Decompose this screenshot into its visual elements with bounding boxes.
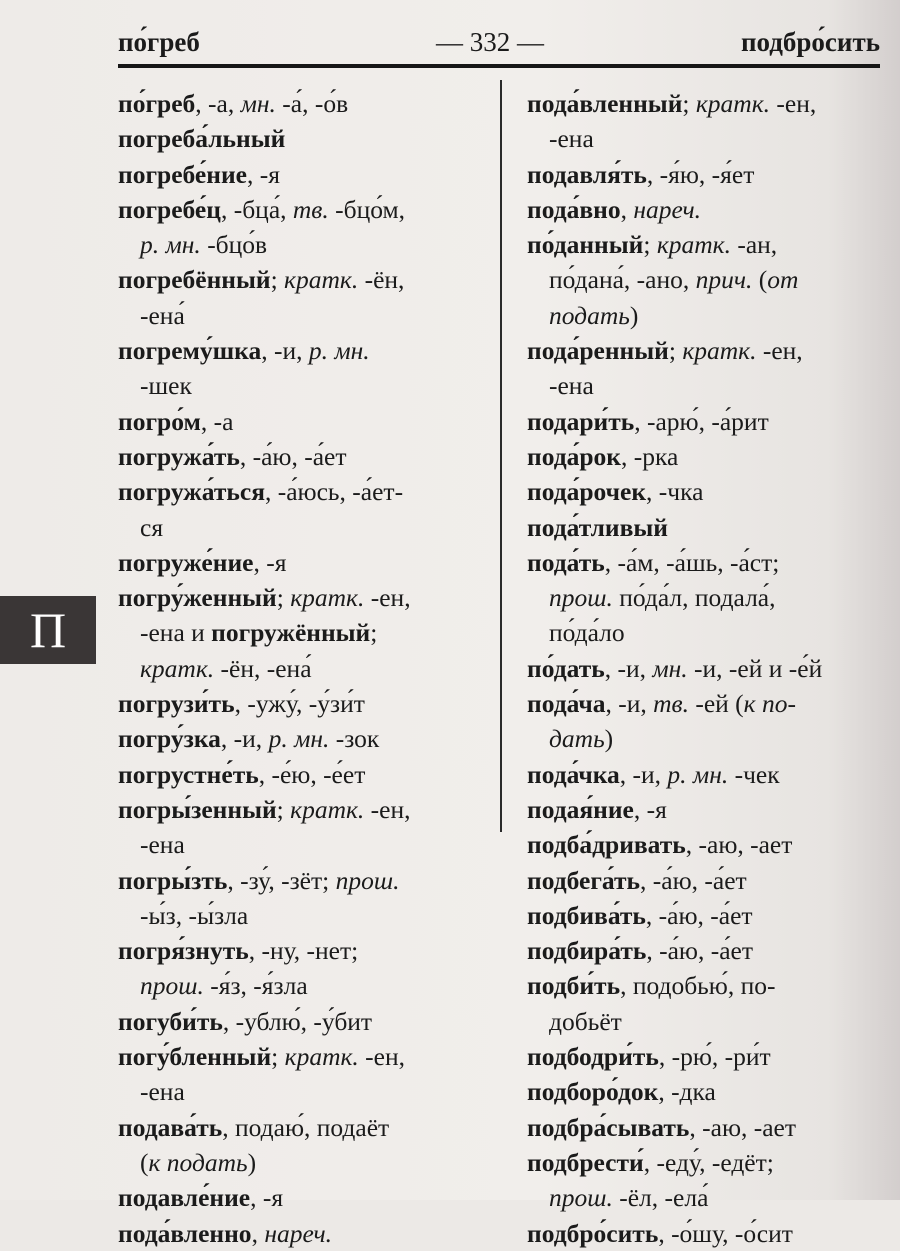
headword: погрему́шка (118, 336, 262, 366)
entry-line (118, 333, 490, 368)
grammar-label: к подать (148, 1147, 248, 1177)
grammar-label: от (767, 265, 799, 295)
entry-line (118, 404, 490, 439)
entry-text: ; (270, 265, 285, 295)
entry-line (527, 86, 877, 121)
entry-text: добьёт (549, 1006, 622, 1036)
entry-text: , -а, (195, 89, 241, 118)
entry-line (527, 157, 877, 192)
headword: по́данный (527, 230, 644, 260)
entry-line (527, 192, 877, 227)
grammar-label: кратк. (140, 653, 215, 683)
entry-line (118, 157, 490, 192)
entry-line (527, 333, 877, 368)
entry-text: -ёл, -ела́ (612, 1183, 709, 1213)
headword: погру́женный (118, 583, 277, 613)
entry-text: , -о́шу, -о́сит (658, 1218, 793, 1248)
headword: погружённый (211, 618, 371, 648)
entry-text: , -и, (619, 759, 668, 789)
entry-line (527, 1110, 877, 1145)
entry-text: , -а́юсь, -а́ет- (265, 477, 404, 507)
entry-text: , -я (250, 1183, 284, 1213)
entry-line (527, 827, 877, 862)
headword: погры́зенный (118, 794, 277, 824)
entry-text: ; (682, 89, 696, 118)
headword: пода́вно (527, 194, 621, 224)
grammar-label: кратк. (284, 265, 359, 295)
grammar-label: мн. (652, 653, 688, 683)
entry-text: , -я́ю, -я́ет (646, 159, 755, 189)
headword: подби́ть (527, 971, 621, 1001)
entry-text: , -и, (220, 724, 269, 754)
entry-text: , -и, (261, 336, 309, 366)
thumb-index-letter: П (29, 602, 67, 658)
header-rule (118, 64, 880, 68)
entry-text: -ы́з, -ы́зла (140, 900, 249, 930)
entry-text: , -рю́, -ри́т (658, 1042, 771, 1072)
entry-text: ; (271, 1042, 285, 1072)
headword: погруже́ние (118, 547, 254, 577)
guide-word-right: подбро́сить (740, 27, 880, 57)
headword: подба́дривать (527, 830, 686, 860)
entry-text: , -и, (604, 653, 653, 683)
entry-text: -а́, -о́в (275, 89, 349, 118)
page-number: — 332 — (436, 27, 544, 57)
entry-text: , -зу́, -зёт; (227, 865, 336, 895)
entry-line (118, 580, 490, 615)
entry-text: , -еду́, -едёт; (643, 1147, 774, 1177)
grammar-label: тв. (292, 194, 329, 224)
headword: подбега́ть (527, 865, 641, 895)
entry-text: -и, -ей и -е́й (687, 653, 823, 683)
headword: подари́ть (527, 406, 635, 436)
grammar-label: дать (549, 724, 605, 754)
entry-text: , -бца́, (220, 194, 293, 224)
headword: погружа́ться (118, 477, 265, 507)
entry-line (118, 615, 490, 650)
headword: пода́вленный (527, 89, 683, 118)
entry-text: , -а́ю, -а́ет (239, 441, 347, 471)
headword: подбира́ть (527, 936, 647, 966)
entry-text: , -рка (620, 441, 679, 471)
entry-text: , -ну, -нет; (248, 936, 359, 966)
entry-line (527, 368, 877, 403)
entry-line (118, 262, 490, 297)
entry-text: ) (604, 724, 614, 754)
headword: погу́бленный (118, 1042, 272, 1072)
entry-line (527, 1004, 877, 1039)
headword: подавле́ние (118, 1183, 251, 1213)
entry-line (118, 192, 490, 227)
entry-line (527, 262, 877, 297)
grammar-label: кратк. (656, 230, 731, 260)
headword: погрузи́ть (118, 689, 235, 719)
grammar-label: мн. (240, 89, 276, 118)
page-header (118, 24, 880, 60)
headword: погружа́ть (118, 441, 240, 471)
entry-line (527, 968, 877, 1003)
grammar-label: кратк. (682, 336, 757, 366)
entry-text: -ена и (140, 618, 212, 648)
grammar-label: р. мн. (308, 336, 370, 366)
entry-text: ; (276, 583, 291, 613)
entry-line (527, 686, 877, 721)
entry-line (118, 1004, 490, 1039)
entry-text: -ен, (770, 89, 817, 118)
entry-text: -ен, (358, 1042, 406, 1072)
entry-text: , (251, 1218, 265, 1248)
entry-text: ; (370, 618, 378, 648)
entry-text: ) (247, 1147, 257, 1177)
headword: подава́ть (118, 1112, 223, 1142)
entry-line (527, 721, 877, 756)
entry-text: по́да́л, подала́, (612, 583, 776, 613)
entry-line (118, 1039, 490, 1074)
column-divider (500, 80, 502, 832)
entry-text: , -ужу́, -у́зи́т (234, 689, 365, 719)
entry-line (527, 792, 877, 827)
entry-text: -шек (140, 371, 192, 401)
grammar-label: прош. (335, 865, 400, 895)
grammar-label: нареч. (264, 1218, 332, 1248)
entry-text: ; (668, 336, 683, 366)
entry-line (118, 968, 490, 1003)
headword: пода́ренный (527, 336, 669, 366)
entry-text: по́дана́, -ано, (549, 265, 696, 295)
headword: погря́знуть (118, 936, 249, 966)
entry-line (118, 721, 490, 756)
headword: подборо́док (527, 1077, 659, 1107)
entry-line (118, 1145, 490, 1180)
entry-text: , -а (200, 406, 234, 436)
entry-line (527, 439, 877, 474)
headword: пода́ча (527, 689, 606, 719)
entry-line (118, 792, 490, 827)
entry-text: -ей ( (688, 689, 744, 719)
entry-text: ( (140, 1147, 149, 1177)
entry-text: , -я (633, 794, 667, 824)
grammar-label: р. мн. (268, 724, 330, 754)
entry-text: -ан, (730, 230, 778, 260)
headword: погрустне́ть (118, 759, 259, 789)
thumb-index-tab (0, 596, 96, 664)
entry-text: -чек (728, 759, 780, 789)
entry-line (527, 404, 877, 439)
grammar-label: прош. (549, 583, 613, 613)
entry-line (118, 474, 490, 509)
entry-line (527, 651, 877, 686)
entry-text: -ен, (364, 794, 411, 824)
entry-text: -ена́ (140, 300, 185, 330)
headword: подбра́сывать (527, 1112, 690, 1142)
entry-line (527, 227, 877, 262)
headword: погру́зка (118, 724, 221, 754)
headword: пода́ть (527, 547, 605, 577)
entry-text: , -а́ю, -а́ет (646, 936, 753, 966)
grammar-label: р. мн. (140, 230, 201, 260)
entry-text: , -аю, -ает (685, 830, 793, 860)
entry-text: -ен, (756, 336, 803, 366)
entry-line (527, 1145, 877, 1180)
headword: погребе́ние (118, 159, 247, 189)
entry-line (118, 298, 490, 333)
headword: пода́рочек (527, 477, 647, 507)
entry-line (527, 510, 877, 545)
entry-text: -ён, (358, 265, 405, 295)
guide-word-left: по́греб (118, 27, 200, 57)
entry-text: , -чка (646, 477, 704, 507)
entry-text: -ена (140, 830, 185, 860)
grammar-label: прош. (549, 1183, 613, 1213)
entry-line (118, 651, 490, 686)
entry-line (527, 1039, 877, 1074)
entry-line (527, 580, 877, 615)
grammar-label: подать (549, 300, 630, 330)
entry-line (118, 827, 490, 862)
headword: погребённый (118, 265, 271, 295)
entry-text: -ена (549, 124, 594, 154)
entry-line (527, 863, 877, 898)
grammar-label: р. мн. (667, 759, 729, 789)
headword: пода́вленно (118, 1218, 252, 1248)
headword: пода́тливый (527, 512, 668, 542)
entry-text: , подаю́, подаёт (222, 1112, 390, 1142)
headword: по́дать (527, 653, 605, 683)
entry-text: ) (629, 300, 639, 330)
entry-line (527, 1216, 877, 1251)
entry-line (118, 545, 490, 580)
entry-line (118, 1074, 490, 1109)
grammar-label: тв. (653, 689, 689, 719)
grammar-label: прич. (695, 265, 753, 295)
entry-text: , -ублю́, -у́бит (222, 1006, 373, 1036)
entry-line (118, 933, 490, 968)
headword: подавля́ть (527, 159, 647, 189)
entry-text: -я́з, -я́зла (203, 971, 308, 1001)
entry-line (527, 474, 877, 509)
entry-line (118, 439, 490, 474)
entry-text: , -я (246, 159, 280, 189)
entry-text: -ён, -ена́ (214, 653, 312, 683)
entry-text: ся (140, 512, 164, 542)
entry-text: -ена (549, 371, 594, 401)
entry-text: , (620, 194, 634, 224)
entry-line (527, 298, 877, 333)
grammar-label: прош. (140, 971, 204, 1001)
entry-line (118, 227, 490, 262)
grammar-label: нареч. (633, 194, 702, 224)
entry-text: -ен, (364, 583, 411, 613)
entry-line (118, 1110, 490, 1145)
grammar-label: кратк. (695, 89, 771, 118)
headword: пода́рок (527, 441, 621, 471)
entry-text: , -а́ю, -а́ет (640, 865, 747, 895)
entry-line (118, 368, 490, 403)
headword: подбодри́ть (527, 1042, 659, 1072)
entry-text: , -е́ю, -е́ет (258, 759, 366, 789)
entry-text: -ена (140, 1077, 185, 1107)
grammar-label: кратк. (290, 583, 365, 613)
headword: подбро́сить (527, 1218, 659, 1248)
entry-text: , -я (253, 547, 287, 577)
headword: подбрести́ (527, 1147, 644, 1177)
entry-text: , -а́м, -а́шь, -а́ст; (604, 547, 780, 577)
entry-line (527, 121, 877, 156)
entry-line (118, 1180, 490, 1215)
entry-text: , подобью́, по- (620, 971, 776, 1001)
entry-line (527, 1074, 877, 1109)
entry-text: ; (276, 794, 291, 824)
entry-text: , -аю, -ает (689, 1112, 797, 1142)
entry-text: ( (752, 265, 768, 295)
entry-text: -зок (329, 724, 380, 754)
entry-text: , -дка (658, 1077, 716, 1107)
grammar-label: кратк. (284, 1042, 359, 1072)
left-column (118, 86, 490, 1251)
headword: погры́зть (118, 865, 228, 895)
entry-line (527, 933, 877, 968)
entry-line (527, 898, 877, 933)
entry-line (118, 863, 490, 898)
entry-line (527, 1180, 877, 1215)
entry-line (118, 510, 490, 545)
grammar-label: кратк. (290, 794, 365, 824)
entry-text: , -арю́, -а́рит (634, 406, 769, 436)
entry-text: -бцо́в (200, 230, 268, 260)
headword: пода́чка (527, 759, 620, 789)
entry-line (118, 757, 490, 792)
entry-text: по́да́ло (549, 618, 625, 648)
entry-line (118, 121, 490, 156)
headword: погребе́ц (118, 194, 221, 224)
entry-line (118, 686, 490, 721)
entry-line (527, 545, 877, 580)
grammar-label: к по- (743, 689, 796, 719)
right-column (527, 86, 877, 1251)
headword: погреба́льный (118, 124, 286, 154)
entry-line (527, 615, 877, 650)
entry-text: -бцо́м, (328, 194, 406, 224)
entry-text: , -и, (605, 689, 654, 719)
headword: погро́м (118, 406, 201, 436)
entry-line (118, 898, 490, 933)
headword: подая́ние (527, 794, 634, 824)
entry-text: ; (643, 230, 657, 260)
entry-text: , -а́ю, -а́ет (645, 900, 753, 930)
headword: по́греб (118, 89, 196, 118)
headword: погуби́ть (118, 1006, 223, 1036)
entry-line (118, 1216, 490, 1251)
entry-line (527, 757, 877, 792)
entry-line (118, 86, 490, 121)
headword: подбива́ть (527, 900, 646, 930)
